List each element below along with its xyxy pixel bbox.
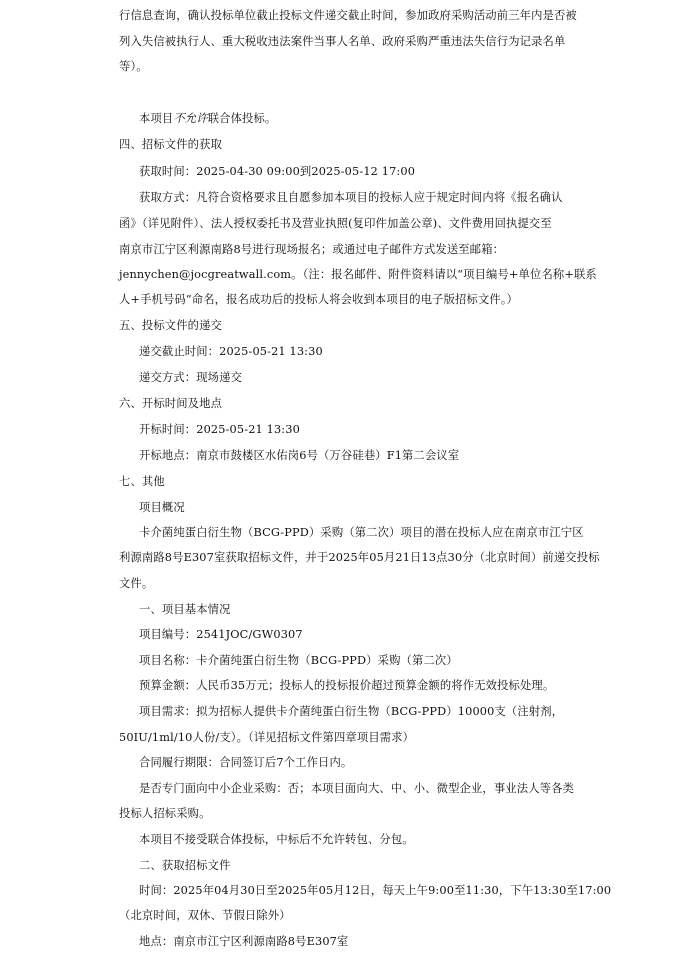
- text-line: 卡介菌纯蛋白衍生物（BCG-PPD）采购（第二次）项目的潜在投标人应在南京市江宁区: [139, 526, 584, 539]
- joint-bid-statement: [139, 111, 276, 127]
- subsection-heading: 一、项目基本情况: [139, 603, 231, 616]
- text-line: 利源南路8号E307室获取招标文件，并于2025年05月21日13点30分（北京时间）前递交投标: [119, 551, 600, 564]
- text-line: 50IU/1ml/10人份/支）。（详见招标文件第四章项目需求）: [119, 731, 415, 744]
- text-line: 文件。: [119, 577, 154, 590]
- text-line: 行信息查询，确认投标单位截止投标文件递交截止时间，参加政府采购活动前三年内是否被: [119, 9, 577, 22]
- text-line: 开标时间：2025-05-21 13:30: [139, 423, 300, 436]
- section-heading: 四、招标文件的获取: [119, 138, 223, 151]
- text-line: 获取时间：2025-04-30 09:00到2025-05-12 17:00: [139, 165, 416, 178]
- text-line: 项目需求：拟为招标人提供卡介菌纯蛋白衍生物（BCG-PPD）10000支（注射剂，: [139, 705, 564, 718]
- text-line: 项目概况: [139, 501, 185, 514]
- text-line: 投标人招标采购。: [119, 807, 211, 820]
- text-line: 递交截止时间：2025-05-21 13:30: [139, 345, 323, 358]
- text-line: 函》（详见附件）、法人授权委托书及营业执照(复印件加盖公章)、文件费用回执提交至: [119, 217, 552, 230]
- text-line: 是否专门面向中小企业采购：否；本项目面向大、中、小、微型企业，事业法人等各类: [139, 782, 574, 795]
- text-line: 时间：2025年04月30日至2025年05月12日，每天上午9:00至11:30，下午13:30至17:00: [139, 884, 612, 897]
- text-fragment: 联合体投标。: [207, 112, 277, 125]
- text-line: 列入失信被执行人、重大税收违法案件当事人名单、政府采购严重违法失信行为记录名单: [119, 35, 566, 48]
- emphasized-text: 不允许: [173, 112, 208, 125]
- section-heading: 六、开标时间及地点: [119, 397, 223, 410]
- section-heading: 七、其他: [119, 475, 165, 488]
- text-line: 合同履行期限：合同签订后7个工作日内。: [139, 756, 353, 769]
- text-line: 获取方式：凡符合资格要求且自愿参加本项目的投标人应于规定时间内将《报名确认: [139, 191, 563, 204]
- text-line: （北京时间，双休、节假日除外）: [119, 909, 291, 922]
- text-line: 南京市江宁区利源南路8号进行现场报名；或通过电子邮件方式发送至邮箱：: [119, 243, 505, 256]
- text-line: 开标地点：南京市鼓楼区水佑岗6号（万谷硅巷）F1第二会议室: [139, 449, 460, 462]
- section-heading: 五、投标文件的递交: [119, 319, 223, 332]
- subsection-heading: 二、获取招标文件: [139, 859, 231, 872]
- text-line: 人+手机号码”命名，报名成功后的投标人将会收到本项目的电子版招标文件。）: [119, 293, 519, 306]
- text-line: jennychen@jocgreatwall.com。（注：报名邮件、附件资料请以“项目编号+单位名称+联系: [119, 268, 597, 281]
- text-line: 本项目不接受联合体投标，中标后不允许转包、分包。: [139, 833, 414, 846]
- text-line: 预算金额：人民币35万元；投标人的投标报价超过预算金额的将作无效投标处理。: [139, 679, 555, 692]
- text-line: 等）。: [119, 60, 148, 73]
- text-line: 地点：南京市江宁区利源南路8号E307室: [139, 935, 349, 948]
- text-line: 项目编号：2541JOC/GW0307: [139, 628, 303, 641]
- text-fragment: 本项目: [139, 112, 174, 125]
- text-line: 项目名称：卡介菌纯蛋白衍生物（BCG-PPD）采购（第二次）: [139, 654, 458, 667]
- text-line: 递交方式：现场递交: [139, 371, 243, 384]
